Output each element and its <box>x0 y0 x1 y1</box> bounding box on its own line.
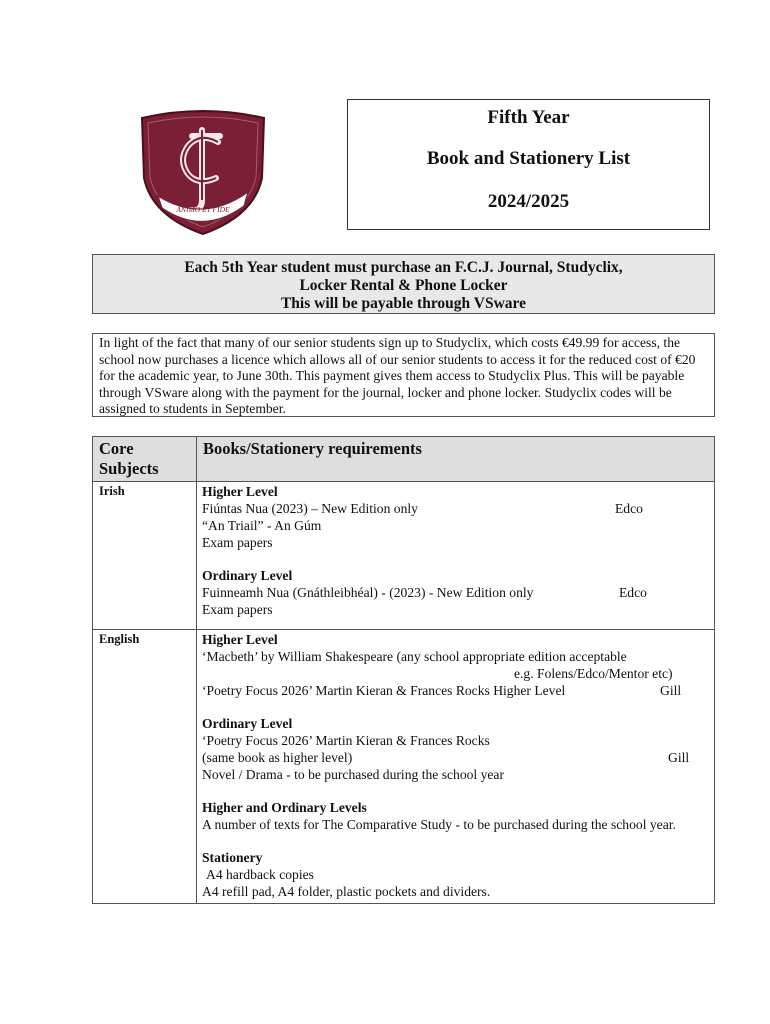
irish-higher-book-1: Fiúntas Nua (2023) – New Edition only <box>202 501 418 516</box>
irish-higher-book-1-publisher: Edco <box>615 501 643 516</box>
notice-line-1: Each 5th Year student must purchase an F.C.J. Journal, Studyclix, <box>184 259 623 276</box>
english-requirements <box>197 630 715 904</box>
subjects-table <box>92 436 715 904</box>
title-line-3: 2024/2025 <box>487 191 570 212</box>
irish-higher-heading: Higher Level <box>202 484 278 499</box>
english-ordinary-heading: Ordinary Level <box>202 716 293 731</box>
list-item <box>202 749 709 766</box>
english-higher-book-1-editions: e.g. Folens/Edco/Mentor etc) <box>514 666 673 681</box>
english-ordinary-book-3: Novel / Drama - to be purchased during the school year <box>202 767 504 782</box>
english-stationery-2: A4 refill pad, A4 folder, plastic pockets and dividers. <box>202 884 491 899</box>
irish-requirements <box>197 482 715 630</box>
english-higher-book-2-publisher: Gill <box>660 683 682 698</box>
irish-ordinary-heading: Ordinary Level <box>202 568 293 583</box>
english-ordinary-book-2: (same book as higher level) <box>202 750 353 765</box>
notice-line-3: This will be payable through VSware <box>280 295 527 312</box>
irish-higher-book-3: Exam papers <box>202 535 273 550</box>
english-ordinary-book-1: ‘Poetry Focus 2026’ Martin Kieran & Frances Rocks <box>202 733 490 748</box>
irish-ordinary-book-1-publisher: Edco <box>619 585 647 600</box>
english-higher-book-2: ‘Poetry Focus 2026’ Martin Kieran & Frances Rocks Higher Level <box>202 683 566 698</box>
crest-motto: ANIMO ET FIDE <box>176 205 230 214</box>
irish-ordinary-book-2: Exam papers <box>202 602 273 617</box>
title-line-1: Fifth Year <box>487 107 570 128</box>
list-item <box>202 682 709 699</box>
english-stationery-1: A4 hardback copies <box>206 867 314 882</box>
title-line-2: Book and Stationery List <box>426 148 631 169</box>
english-ordinary-book-2-publisher: Gill <box>668 750 690 765</box>
irish-higher-book-2: “An Triail” - An Gúm <box>202 518 322 533</box>
english-higher-book-1: ‘Macbeth’ by William Shakespeare (any school appropriate edition acceptable <box>202 649 627 664</box>
english-comparative-study: A number of texts for The Comparative Study - to be purchased during the school year. <box>202 817 676 832</box>
english-both-levels-heading: Higher and Ordinary Levels <box>202 800 367 815</box>
studyclix-paragraph: In light of the fact that many of our senior students sign up to Studyclix, which costs €49.99 for access, the school now purchases a licence which allows all of our senior students to access it for the reduced cost of €20 for the academic year, to June 30th. This payment gives them access to Studyclix Plus. This will be payable through VSware along with the payment for the journal, locker and phone locker. Studyclix codes will be assigned to students in September. <box>92 333 715 417</box>
table-header-row <box>93 437 715 482</box>
subject-english: English <box>93 630 197 904</box>
payment-notice <box>92 254 715 314</box>
title-box <box>347 99 710 230</box>
table-row <box>93 482 715 630</box>
english-higher-heading: Higher Level <box>202 632 278 647</box>
english-stationery-heading: Stationery <box>202 850 263 865</box>
header-core-subjects: Core Subjects <box>93 437 197 482</box>
irish-ordinary-book-1: Fuinneamh Nua (Gnáthleibhéal) - (2023) - New Edition only <box>202 585 534 600</box>
list-item <box>202 584 709 601</box>
subject-irish: Irish <box>93 482 197 630</box>
notice-line-2: Locker Rental & Phone Locker <box>299 277 508 294</box>
school-crest-logo <box>136 108 270 236</box>
table-row <box>93 630 715 904</box>
list-item <box>202 500 709 517</box>
header-books-requirements: Books/Stationery requirements <box>197 437 715 482</box>
